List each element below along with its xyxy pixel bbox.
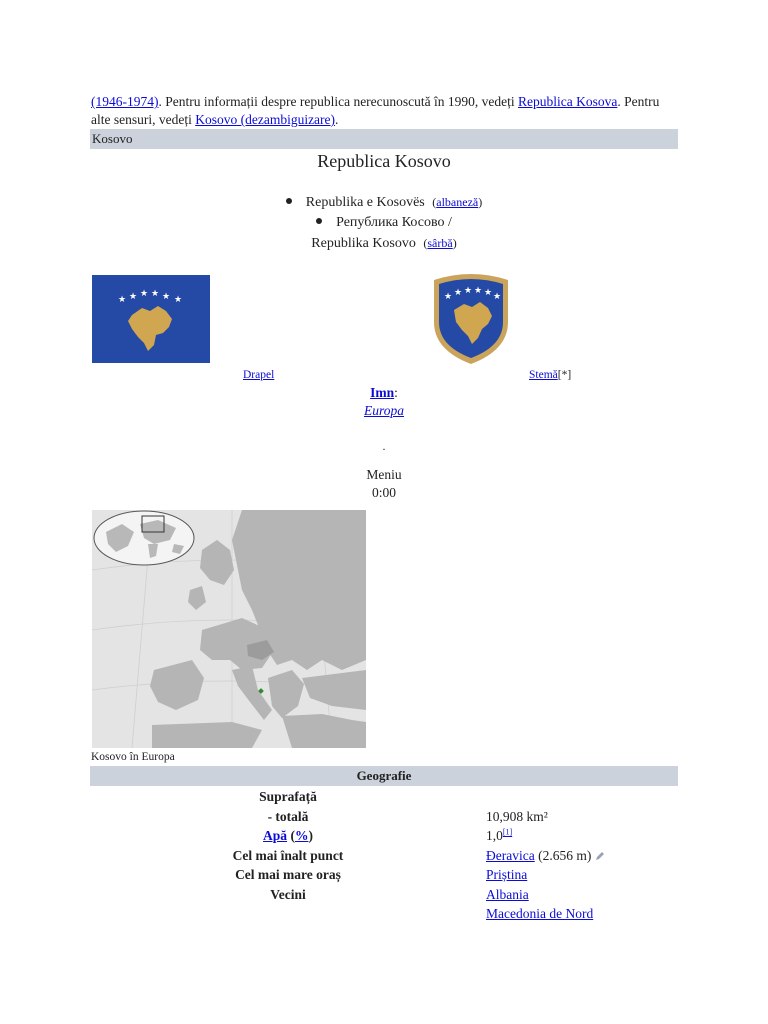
intro-text-3: . xyxy=(335,112,339,127)
map-caption: Kosovo în Europa xyxy=(91,751,175,763)
intro-text-2: . Pentru alte sensuri, vedeți xyxy=(91,94,660,127)
svg-text:★: ★ xyxy=(443,292,453,302)
bullet-icon xyxy=(316,218,322,224)
svg-text:★: ★ xyxy=(173,295,183,305)
link-drapel[interactable]: Drapel xyxy=(243,369,275,381)
svg-text:★: ★ xyxy=(128,292,138,302)
native-name-text: Republika Kosovo xyxy=(311,236,416,251)
row-label-total: - totală xyxy=(267,808,309,824)
europe-locator-map[interactable] xyxy=(92,510,366,748)
native-names-list xyxy=(90,192,678,254)
table-row xyxy=(90,826,678,846)
table-row xyxy=(90,787,678,807)
coat-note: [*] xyxy=(557,369,572,381)
link-reference-1[interactable]: [1] xyxy=(502,827,513,837)
row-label-neighbors: Vecini xyxy=(270,886,306,902)
intro-paragraph xyxy=(91,93,681,129)
flag-caption xyxy=(243,368,274,382)
link-1946-1974[interactable]: (1946-1974) xyxy=(91,94,159,109)
row-label-water: Apă (%) xyxy=(263,828,313,843)
native-name-serbian-line2 xyxy=(90,233,678,254)
link-stema[interactable]: Stemă xyxy=(529,369,558,381)
link-imn[interactable]: Imn xyxy=(370,385,395,400)
bullet-icon xyxy=(286,198,292,204)
link-apa[interactable]: Apă xyxy=(263,828,288,843)
infobox-title: Republica Kosovo xyxy=(317,151,451,171)
link-albania[interactable]: Albania xyxy=(486,886,529,902)
native-name-text: Република Косово / xyxy=(336,215,452,230)
link-anthem-europa[interactable]: Europa xyxy=(364,403,404,418)
player-time: 0:00 xyxy=(371,485,396,500)
row-value-total: 10,908 km² xyxy=(486,808,548,824)
svg-text:★: ★ xyxy=(463,286,473,296)
geography-table xyxy=(90,787,678,924)
row-label-largest-city: Cel mai mare oraș xyxy=(235,867,341,882)
native-name-albanian xyxy=(90,192,678,213)
flag-image[interactable] xyxy=(92,275,210,363)
svg-text:★: ★ xyxy=(117,295,127,305)
language-note: (albaneză) xyxy=(432,195,483,209)
svg-text:★: ★ xyxy=(139,289,149,299)
link-macedonia-de-nord[interactable]: Macedonia de Nord xyxy=(486,906,594,921)
anthem-block: Imn: Europa xyxy=(364,385,404,418)
player-menu-button[interactable]: Meniu xyxy=(366,467,402,482)
row-value-highest-point: Đeravica (2.656 m) xyxy=(486,846,678,866)
link-albaneza[interactable]: albaneză xyxy=(436,195,479,209)
table-row xyxy=(90,846,678,866)
svg-text:★: ★ xyxy=(492,292,502,302)
link-percent[interactable]: % xyxy=(294,828,309,843)
link-deravica[interactable]: Đeravica xyxy=(486,847,535,863)
infobox-header-bar: Kosovo xyxy=(90,129,678,149)
coat-of-arms-image[interactable] xyxy=(430,272,512,366)
link-republica-kosova[interactable]: Republica Kosova xyxy=(518,94,618,109)
svg-text:★: ★ xyxy=(483,288,493,298)
link-pristina[interactable]: Priștina xyxy=(486,867,528,882)
svg-text:★: ★ xyxy=(161,292,171,302)
row-label-highest-point: Cel mai înalt punct xyxy=(232,847,344,863)
svg-text:★: ★ xyxy=(150,289,160,299)
native-name-text: Republika e Kosovës xyxy=(305,195,425,210)
svg-text:★: ★ xyxy=(473,286,483,296)
intro-text-1: . Pentru informații despre republica nerecunoscută în 1990, vedeți xyxy=(158,94,519,109)
row-value-neighbors xyxy=(486,885,678,924)
link-kosovo-disambiguation[interactable]: Kosovo (dezambiguizare) xyxy=(195,112,336,127)
language-note: (sârbă) xyxy=(423,236,457,250)
table-row xyxy=(90,807,678,827)
separator-dot: . xyxy=(382,439,386,453)
link-sarba[interactable]: sârbă xyxy=(427,236,453,250)
row-value-water: 1,0[1] xyxy=(486,827,513,843)
table-row xyxy=(90,865,678,885)
geography-header: Geografie xyxy=(90,766,678,786)
row-label-area: Suprafață xyxy=(259,789,317,804)
pencil-icon[interactable] xyxy=(595,851,605,861)
coat-caption xyxy=(529,368,571,382)
native-name-serbian xyxy=(90,213,678,233)
svg-text:★: ★ xyxy=(453,288,463,298)
table-row xyxy=(90,885,678,924)
audio-player xyxy=(90,466,678,502)
